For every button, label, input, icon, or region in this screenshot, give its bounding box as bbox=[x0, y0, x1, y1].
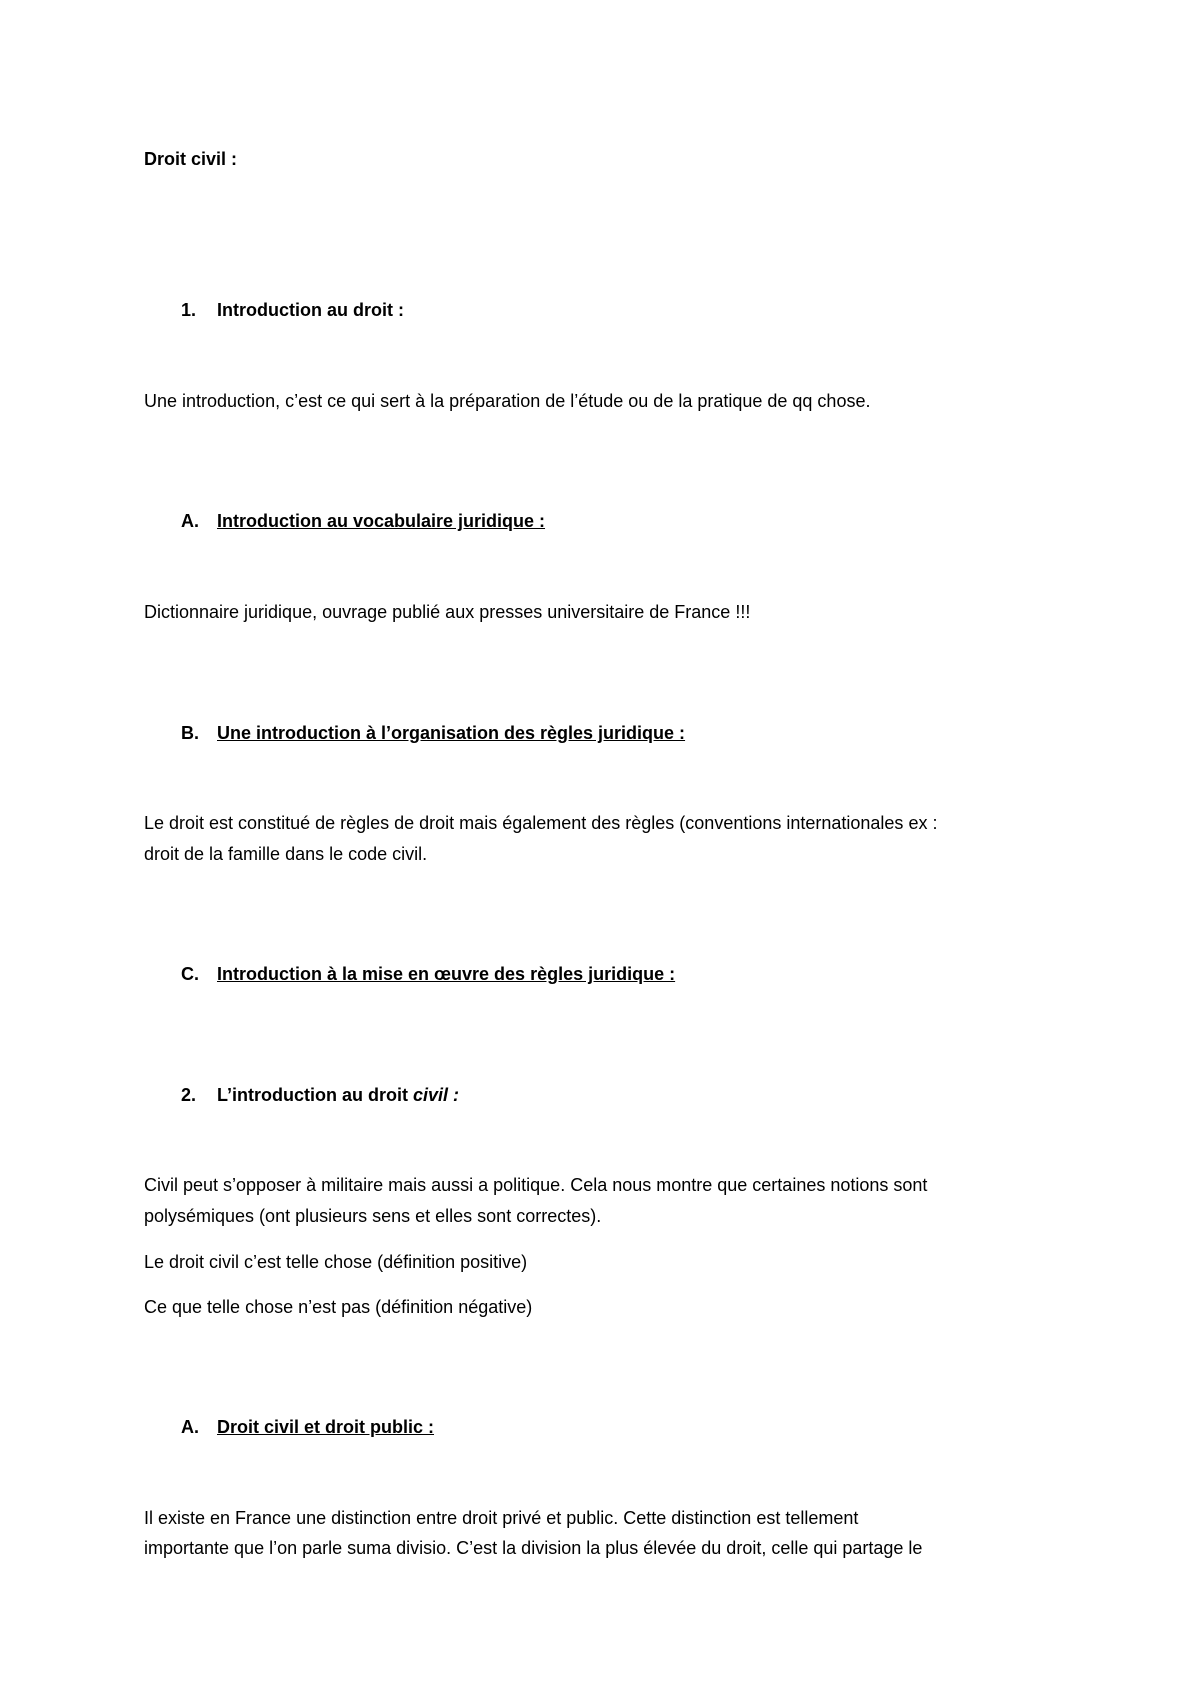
section-2-heading-prefix: L’introduction au droit bbox=[217, 1085, 413, 1105]
subsection-1a-letter: A. bbox=[181, 511, 199, 531]
subsection-2a-paragraph-line-1: Il existe en France une distinction entre droit privé et public. Cette distinction est tellement bbox=[144, 1508, 859, 1528]
subsection-1c-heading: Introduction à la mise en œuvre des règles juridique : bbox=[217, 964, 676, 984]
section-2-paragraph-line-1: Civil peut s’opposer à militaire mais aussi a politique. Cela nous montre que certaines notions sont bbox=[144, 1175, 928, 1195]
subsection-1a-paragraph: Dictionnaire juridique, ouvrage publié aux presses universitaire de France !!! bbox=[144, 602, 751, 622]
subsection-2a-paragraph-line-2: importante que l’on parle suma divisio. C’est la division la plus élevée du droit, celle qui partage le bbox=[144, 1538, 923, 1558]
subsection-1b-paragraph-line-1: Le droit est constitué de règles de droit mais également des règles (conventions internationales ex : bbox=[144, 813, 938, 833]
subsection-2a-letter: A. bbox=[181, 1417, 199, 1437]
section-1-number: 1. bbox=[181, 300, 197, 320]
subsection-1b-paragraph-line-2: droit de la famille dans le code civil. bbox=[144, 844, 428, 864]
subsection-1b-letter: B. bbox=[181, 723, 199, 743]
section-2-heading-italic: civil : bbox=[412, 1085, 460, 1105]
section-1-paragraph: Une introduction, c’est ce qui sert à la préparation de l’étude ou de la pratique de qq chose. bbox=[144, 391, 871, 411]
section-2-paragraph-line-2: polysémiques (ont plusieurs sens et elles sont correctes). bbox=[144, 1206, 602, 1226]
section-1-heading: Introduction au droit : bbox=[217, 300, 404, 320]
section-2-heading bbox=[217, 1083, 459, 1107]
subsection-1b-heading: Une introduction à l’organisation des règles juridique : bbox=[217, 723, 686, 743]
subsection-1c-letter: C. bbox=[181, 964, 199, 984]
section-2-line-4: Ce que telle chose n’est pas (définition négative) bbox=[144, 1297, 533, 1317]
subsection-1a-heading: Introduction au vocabulaire juridique : bbox=[217, 511, 546, 531]
document-title: Droit civil : bbox=[144, 149, 238, 169]
section-2-number: 2. bbox=[181, 1085, 197, 1105]
section-2-line-3: Le droit civil c’est telle chose (définition positive) bbox=[144, 1252, 528, 1272]
subsection-2a-heading: Droit civil et droit public : bbox=[217, 1417, 435, 1437]
